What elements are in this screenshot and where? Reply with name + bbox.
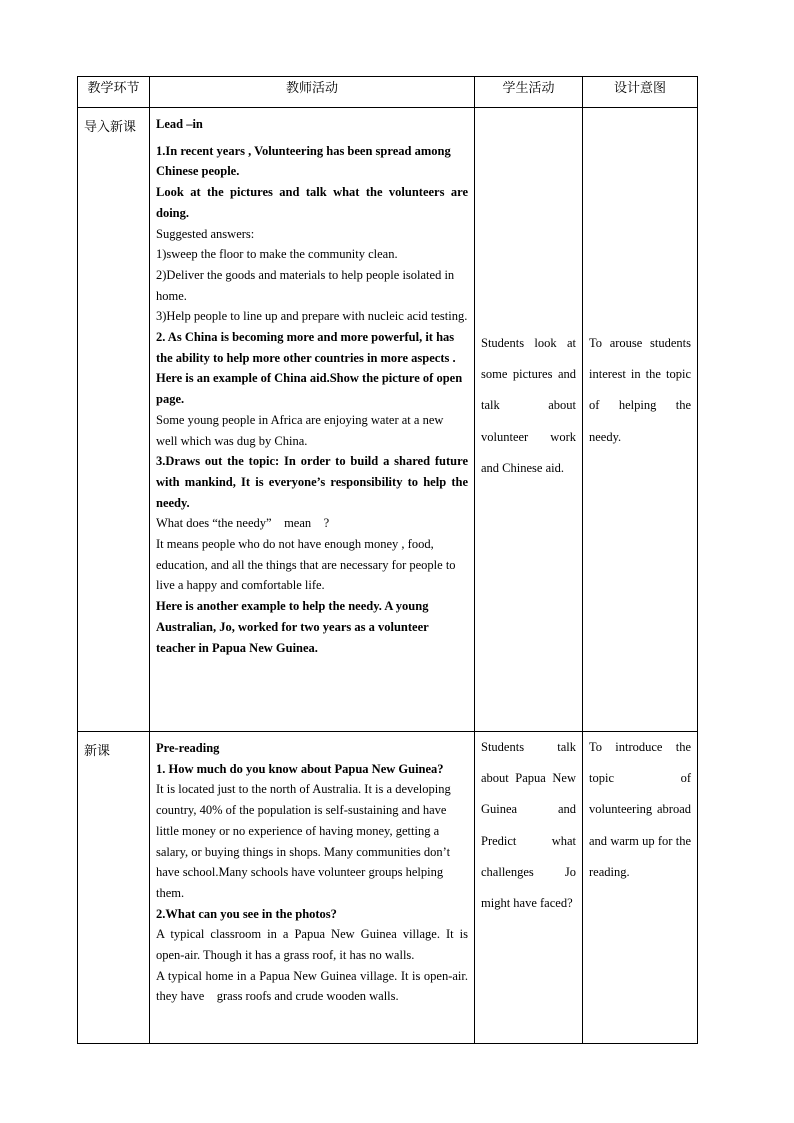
table-row xyxy=(78,108,698,732)
text-line: What does “the needy” mean ? xyxy=(156,516,330,531)
table-row xyxy=(78,732,698,1044)
text-line: A typical home in a Papua New Guinea village. It is open-air. they have grass roofs and crude wooden walls. xyxy=(156,968,472,1004)
student-activity-cell xyxy=(475,732,583,1044)
text-line: It means people who do not have enough money , food, education, and all the things that are necessary for people to live a happy and comfortable life. xyxy=(156,537,456,593)
teacher-activity-cell xyxy=(150,108,475,732)
design-intent-cell xyxy=(583,108,698,732)
teacher-activity-cell xyxy=(150,732,475,1044)
header-teacher-activity: 教师活动 xyxy=(150,77,475,108)
header-row xyxy=(78,77,698,108)
text-line: Suggested answers: xyxy=(156,226,255,241)
text-line: A typical classroom in a Papua New Guinea village. It is open-air. Though it has a grass roof, it has no walls. xyxy=(156,927,468,963)
student-activity-text: Students look at some pictures and talk about volunteer work and Chinese aid. xyxy=(481,336,576,475)
header-student-activity: 学生活动 xyxy=(475,77,583,108)
student-activity-cell xyxy=(475,108,583,732)
stage-cell: 导入新课 xyxy=(78,108,150,732)
design-intent-cell xyxy=(583,732,698,1044)
header-stage: 教学环节 xyxy=(78,77,150,108)
text-line: 3.Draws out the topic: In order to build a shared future with mankind, It is everyone’s responsibility to help the needy. xyxy=(156,454,468,510)
text-line: Here is another example to help the needy. A young Australian, Jo, worked for two years as a volunteer teacher in Papua New Guinea. xyxy=(156,599,429,655)
lead-in-heading: Lead –in xyxy=(156,117,203,131)
text-line: 3)Help people to line up and prepare with nucleic acid testing. xyxy=(156,309,468,324)
text-line: 2. As China is becoming more and more powerful, it has the ability to help more other countries in more aspects . Here is an example of China aid.Show the picture of open page. xyxy=(156,330,463,407)
text-line: Look at the pictures and talk what the volunteers are doing. xyxy=(156,185,468,220)
text-line: 1)sweep the floor to make the community clean. xyxy=(156,247,398,262)
text-line: 2.What can you see in the photos? xyxy=(156,906,337,921)
design-intent-text: To arouse students interest in the topic of helping the needy. xyxy=(589,336,691,444)
pre-reading-heading: Pre-reading xyxy=(156,741,220,755)
text-line: It is located just to the north of Australia. It is a developing country, 40% of the population is self-sustaining and have little money or no experience of having money, getting a salary, or buying things in shops. Many communities don’t have school.Many schools have volunteer groups helping them. xyxy=(156,782,451,900)
text-line: 2)Deliver the goods and materials to help people isolated in home. xyxy=(156,267,455,303)
design-intent-text: To introduce the topic of volunteering abroad and warm up for the reading. xyxy=(589,740,691,879)
header-design-intent: 设计意图 xyxy=(583,77,698,108)
student-activity-text: Students talk about Papua New Guinea and Predict what challenges Jo might have faced? xyxy=(481,740,576,911)
text-line: 1.In recent years , Volunteering has been spread among Chinese people. xyxy=(156,143,451,179)
stage-cell: 新课 xyxy=(78,732,150,1044)
text-line: 1. How much do you know about Papua New Guinea? xyxy=(156,761,444,776)
text-line: Some young people in Africa are enjoying water at a new well which was dug by China. xyxy=(156,412,444,448)
lesson-plan-table xyxy=(77,76,698,1044)
